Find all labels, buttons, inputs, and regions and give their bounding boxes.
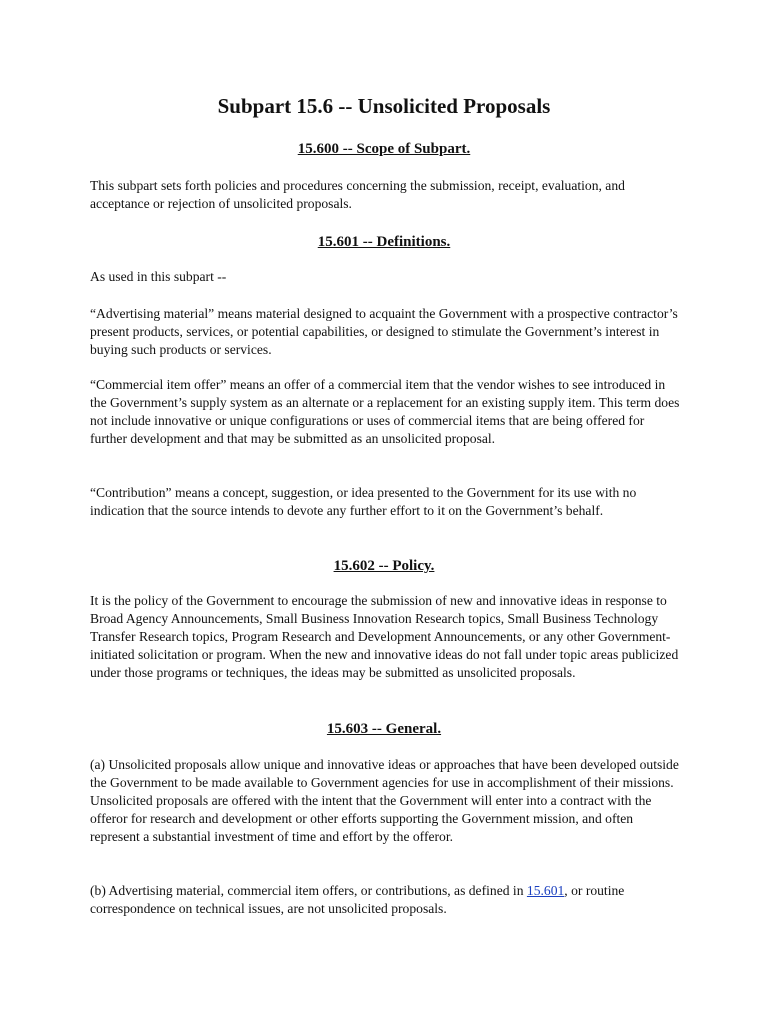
paragraph-general-b-text-after: , or routine correspondence on technical issues, are not unsolicited proposals. bbox=[90, 883, 625, 916]
paragraph-advertising-material: “Advertising material” means material designed to acquaint the Government with a prospective contractor’s present products, services, or potential capabilities, or designed to stimulate the Government’s interest in buying such products or services. bbox=[90, 306, 678, 357]
paragraph-as-used: As used in this subpart -- bbox=[90, 269, 227, 284]
page-title: Subpart 15.6 -- Unsolicited Proposals bbox=[217, 94, 551, 118]
section-heading-15-602: 15.602 -- Policy. bbox=[333, 558, 435, 574]
section-heading-15-600: 15.600 -- Scope of Subpart. bbox=[297, 141, 471, 157]
paragraph-scope: This subpart sets forth policies and procedures concerning the submission, receipt, evaluation, and acceptance or rejection of unsolicited proposals. bbox=[90, 178, 625, 211]
link-15-601[interactable]: 15.601 bbox=[526, 883, 565, 898]
paragraph-commercial-item-offer: “Commercial item offer” means an offer of a commercial item that the vendor wishes to see introduced in the Government’s supply system as an alternate or a replacement for an existing supply item. This term does not include innovative or unique configurations or uses of commercial items that are being offered for further development and that may be submitted as an unsolicited proposal. bbox=[90, 377, 680, 446]
section-heading-15-601: 15.601 -- Definitions. bbox=[317, 234, 451, 250]
section-heading-15-603: 15.603 -- General. bbox=[326, 721, 442, 737]
paragraph-general-b-text-before: (b) Advertising material, commercial item offers, or contributions, as defined in bbox=[90, 883, 527, 898]
paragraph-general-b bbox=[90, 882, 682, 918]
paragraph-general-a: (a) Unsolicited proposals allow unique and innovative ideas or approaches that have been developed outside the Government to be made available to Government agencies for use in accomplishment of their missions. Unsolicited proposals are offered with the intent that the Government will enter into a contract with the offeror for research and development or other efforts supporting the Government mission, and often represent a substantial investment of time and effort by the offeror. bbox=[90, 757, 679, 844]
paragraph-contribution: “Contribution” means a concept, suggestion, or idea presented to the Government for its use with no indication that the source intends to devote any further effort to it on the Government’s behalf. bbox=[90, 485, 637, 518]
paragraph-policy: It is the policy of the Government to encourage the submission of new and innovative ideas in response to Broad Agency Announcements, Small Business Innovation Research topics, Small Business Technology Transfer Research topics, Program Research and Development Announcements, or any other Government-initiated solicitation or program. When the new and innovative ideas do not fall under topic areas publicized under those programs or techniques, the ideas may be submitted as unsolicited proposals. bbox=[90, 593, 679, 680]
